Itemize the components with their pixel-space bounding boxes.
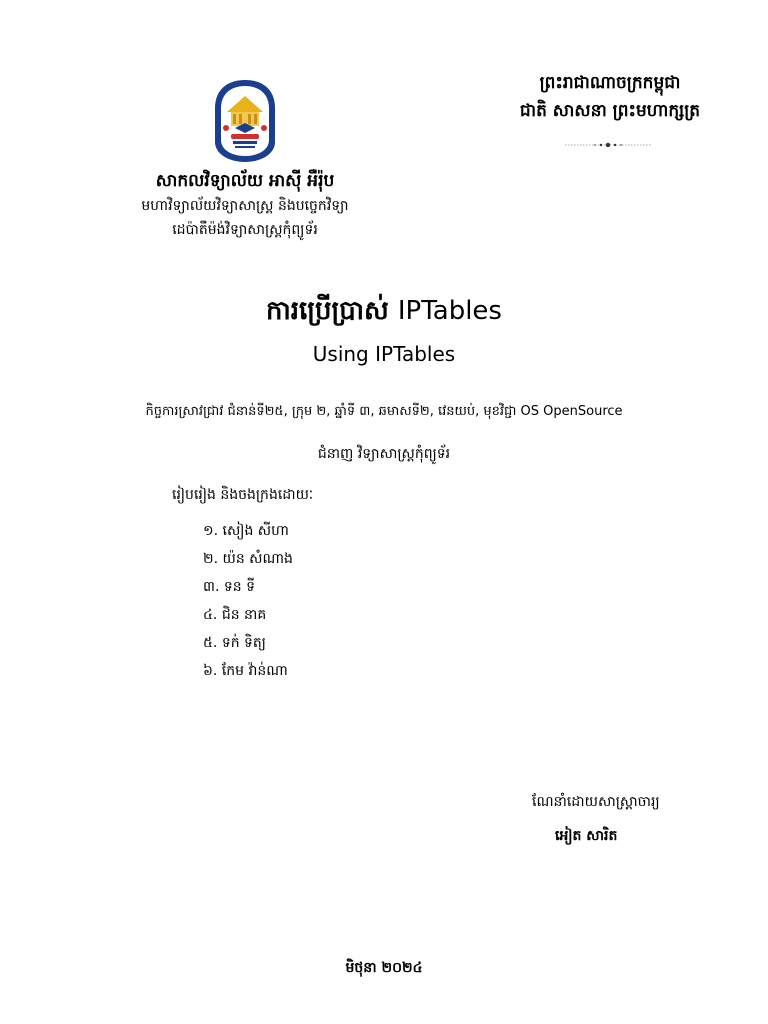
document-title-khmer — [0, 294, 768, 332]
list-item: ៤. ជិន នាគ — [203, 607, 267, 623]
faculty-name: មហាវិទ្យាល័យវិទ្យាសាស្ត្រ និងបច្ចេកវិទ្យា — [141, 198, 349, 214]
ornament-divider-icon — [565, 140, 651, 150]
document-title-english: Using IPTables — [312, 342, 456, 366]
list-item: ៦. កែម វ៉ាន់ណា — [203, 663, 288, 679]
national-motto: ជាតិ សាសនា ព្រះមហាក្សត្រ — [519, 101, 701, 121]
title-khmer-text: ការប្រើប្រាស់ — [266, 296, 389, 326]
university-name: សាកលវិទ្យាល័យ អាស៊ី អឺរ៉ុប — [155, 171, 335, 191]
list-item: ៥. ទក់ ទិត្យ — [203, 635, 266, 651]
department-name: ដេប៉ាតឺម៉ង់វិទ្យាសាស្ត្រកុំព្យូទ័រ — [172, 222, 318, 238]
report-info-line: កិច្ចការស្រាវជ្រាវ ជំនាន់ទី២៥, ក្រុម ២, ឆ្នាំទី ៣, ឆមាសទី២, វេនយប់, មុខវិជ្ជា OS OpenSource — [145, 404, 623, 419]
advisor-label: ណែនាំដោយសាស្ត្រាចារ្យ — [532, 794, 660, 810]
document-date: មិថុនា ២០២៤ — [345, 960, 423, 976]
list-item: ៣. ទន ទី — [203, 579, 255, 595]
list-item: ២. យ៉ន សំណាង — [203, 551, 293, 567]
list-item: ១. សៀង សីហា — [203, 523, 289, 539]
prepared-by-label: រៀបរៀង និងចងក្រងដោយៈ — [172, 487, 314, 503]
advisor-name: អៀត សារិត — [555, 828, 618, 844]
kingdom-heading: ព្រះរាជាណាចក្រកម្ពុជា — [539, 73, 681, 93]
title-khmer-suffix: IPTables — [397, 296, 502, 326]
university-logo-icon — [213, 78, 277, 164]
members-list — [203, 517, 293, 685]
major-line: ជំនាញ វិទ្យាសាស្ត្រកុំព្យូទ័រ — [317, 446, 451, 462]
